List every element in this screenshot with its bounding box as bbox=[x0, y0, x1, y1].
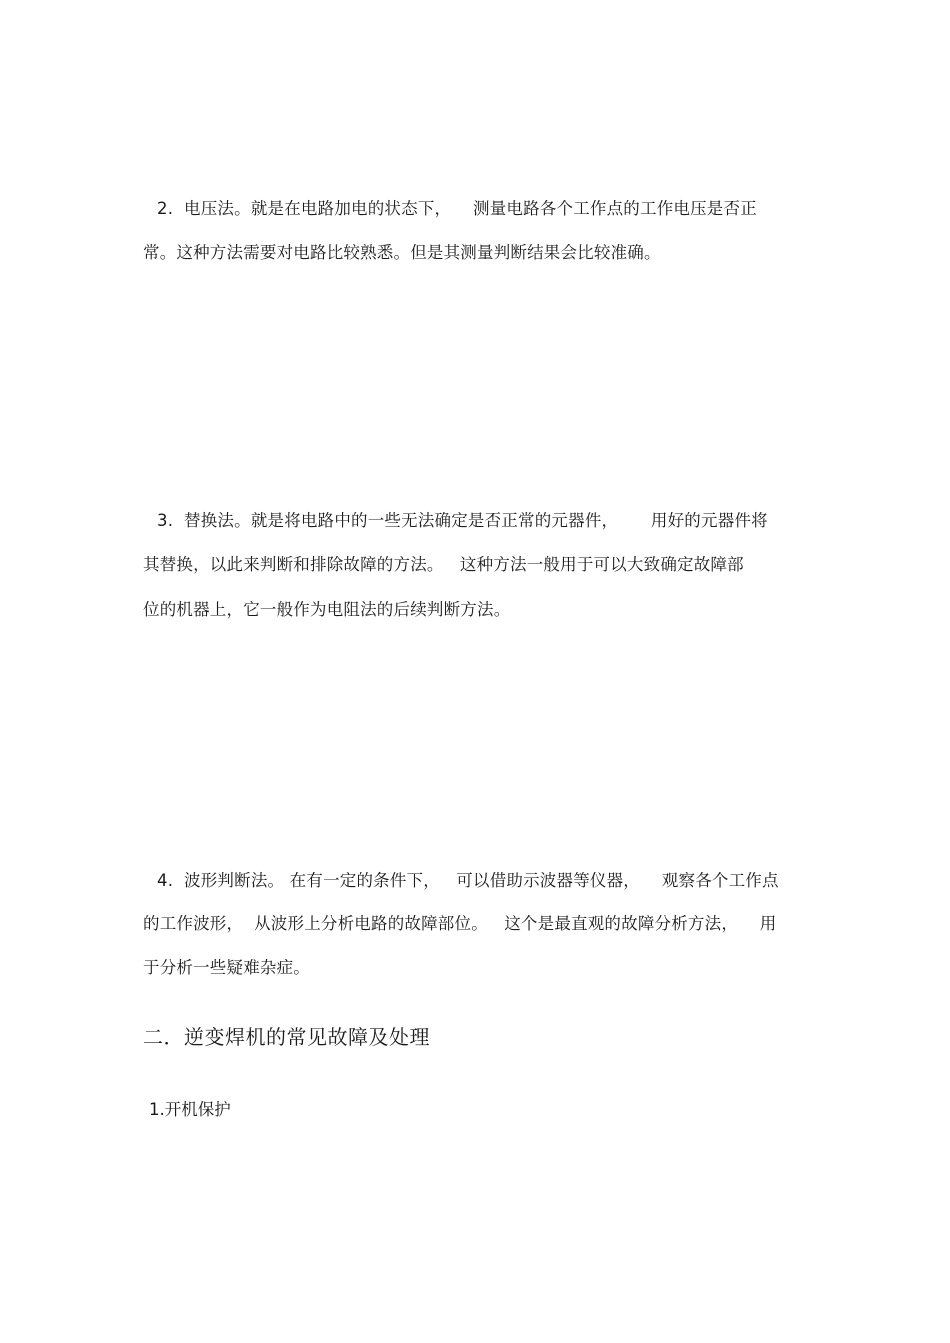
paragraph-voltage-method-line-1: 2. 电压法。就是在电路加电的状态下， 测量电路各个工作点的工作电压是否正 bbox=[157, 199, 757, 218]
subheading-startup-protection: 1.开机保护 bbox=[149, 1100, 231, 1119]
paragraph-waveform-method-line-1: 4. 波形判断法。 在有一定的条件下， 可以借助示波器等仪器， 观察各个工作点 bbox=[157, 871, 779, 890]
paragraph-replacement-method-line-2: 其替换，以此来判断和排除故障的方法。 这种方法一般用于可以大致确定故障部 bbox=[143, 555, 744, 574]
paragraph-replacement-method-line-1: 3. 替换法。就是将电路中的一些无法确定是否正常的元器件， 用好的元器件将 bbox=[157, 511, 768, 530]
paragraph-waveform-method-line-2: 的工作波形， 从波形上分析电路的故障部位。 这个是最直观的故障分析方法， 用 bbox=[143, 914, 777, 933]
section-heading: 二．逆变焊机的常见故障及处理 bbox=[143, 1025, 430, 1049]
paragraph-replacement-method-line-3: 位的机器上，它一般作为电阻法的后续判断方法。 bbox=[143, 600, 511, 619]
paragraph-waveform-method-line-3: 于分析一些疑难杂症。 bbox=[143, 958, 310, 977]
paragraph-voltage-method-line-2: 常。这种方法需要对电路比较熟悉。但是其测量判断结果会比较准确。 bbox=[143, 243, 661, 262]
